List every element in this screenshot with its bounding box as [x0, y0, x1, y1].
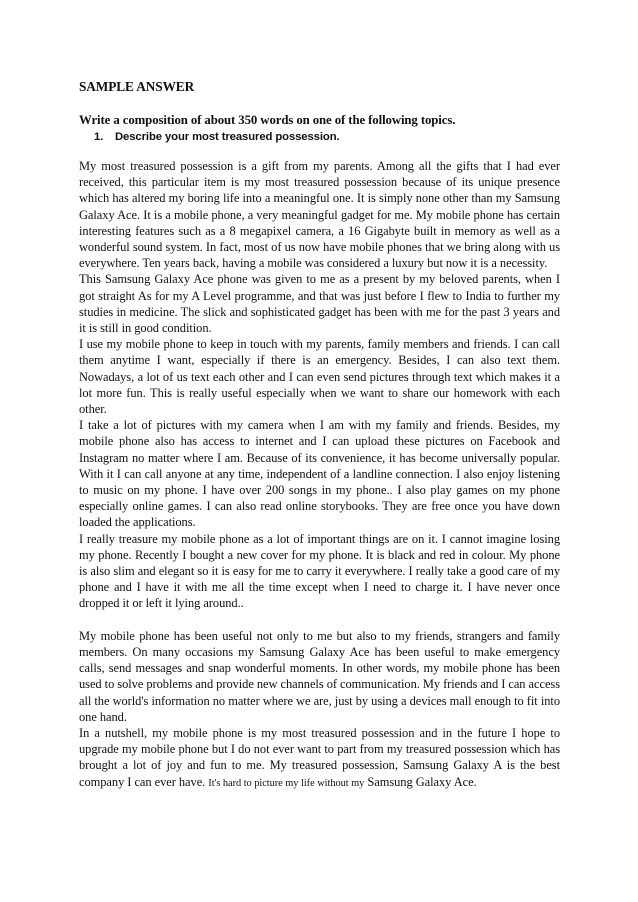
paragraph-7 — [79, 725, 560, 792]
question-instruction: Write a composition of about 350 words on one of the following topics. — [79, 113, 456, 127]
closing-small-text: It's hard to picture my life without my — [208, 777, 365, 789]
topic-number: 1. — [94, 131, 104, 143]
paragraph-6: My mobile phone has been useful not only to me but also to my friends, strangers and family members. On many occasions my Samsung Galaxy Ace has been useful to make emergency calls, send messages and snap wonderful moments. In other words, my mobile phone has been used to solve problems and provide new channels of communication. My friends and I can access all the world's information no matter where we are, just by using a devices mall enough to fit into one hand. — [79, 628, 560, 724]
document-heading: SAMPLE ANSWER — [79, 79, 195, 94]
document-page — [79, 78, 560, 792]
paragraph-2: This Samsung Galaxy Ace phone was given to me as a present by my beloved parents, when I got straight As for my A Level programme, and that was just before I flew to India to further my studies in medicine. The slick and sophisticated gadget has been with me for the past 3 years and it is still in good condition. — [79, 272, 560, 336]
paragraph-1: My most treasured possession is a gift from my parents. Among all the gifts that I had ever received, this particular item is my most treasured possession because of its unique presence which has altered my boring life into a meaningful one. It is simply none other than my Samsung Galaxy Ace. It is a mobile phone, a very meaningful gadget for me. My mobile phone has certain interesting features such as a 8 megapixel camera, a 16 Gigabyte built in memory as well as a wonderful sound system. In fact, most of us now have mobile phones that we bring along with us everywhere. Ten years back, having a mobile was considered a luxury but now it is a necessity. — [79, 159, 560, 271]
paragraph-7-text: In a nutshell, my mobile phone is my most treasured possession and in the future I hope to upgrade my mobile phone but I do not ever want to part from my treasured possession which has brought a lot of joy and fun to me. My treasured possession, Samsung Galaxy A is the best company I can ever have. — [79, 725, 560, 789]
closing-end-text: Samsung Galaxy Ace. — [367, 774, 477, 789]
topic-list — [79, 129, 560, 146]
paragraph-5: I really treasure my mobile phone as a lot of important things are on it. I cannot imagine losing my phone. Recently I bought a new cover for my phone. It is black and red in colour. My phone is also slim and elegant so it is easy for me to carry it everywhere. I really take a good care of my phone and I have it with me all the time except when I need to charge it. I have never once dropped it or left it lying around.. — [79, 531, 560, 611]
topic-text: Describe your most treasured possession. — [115, 131, 340, 143]
essay-body — [79, 158, 560, 792]
paragraph-3: I use my mobile phone to keep in touch with my parents, family members and friends. I can call them anytime I want, especially if there is an emergency. Besides, I can also text them. Nowadays, a lot of us text each other and I can even send pictures through text which makes it a lot more fun. This is really useful especially when we want to share our homework with each other. — [79, 337, 560, 417]
topic-item — [94, 129, 560, 146]
paragraph-4: I take a lot of pictures with my camera when I am with my family and friends. Besides, my mobile phone also has access to internet and I can upload these pictures on Facebook and Instagram no matter where I am. Because of its convenience, it has become universally popular. With it I can call anyone at any time, independent of a landline connection. I also enjoy listening to music on my phone. I have over 200 songs in my phone.. I also play games on my phone especially online games. I can also read online storybooks. They are free once you have down loaded the applications. — [79, 418, 560, 530]
